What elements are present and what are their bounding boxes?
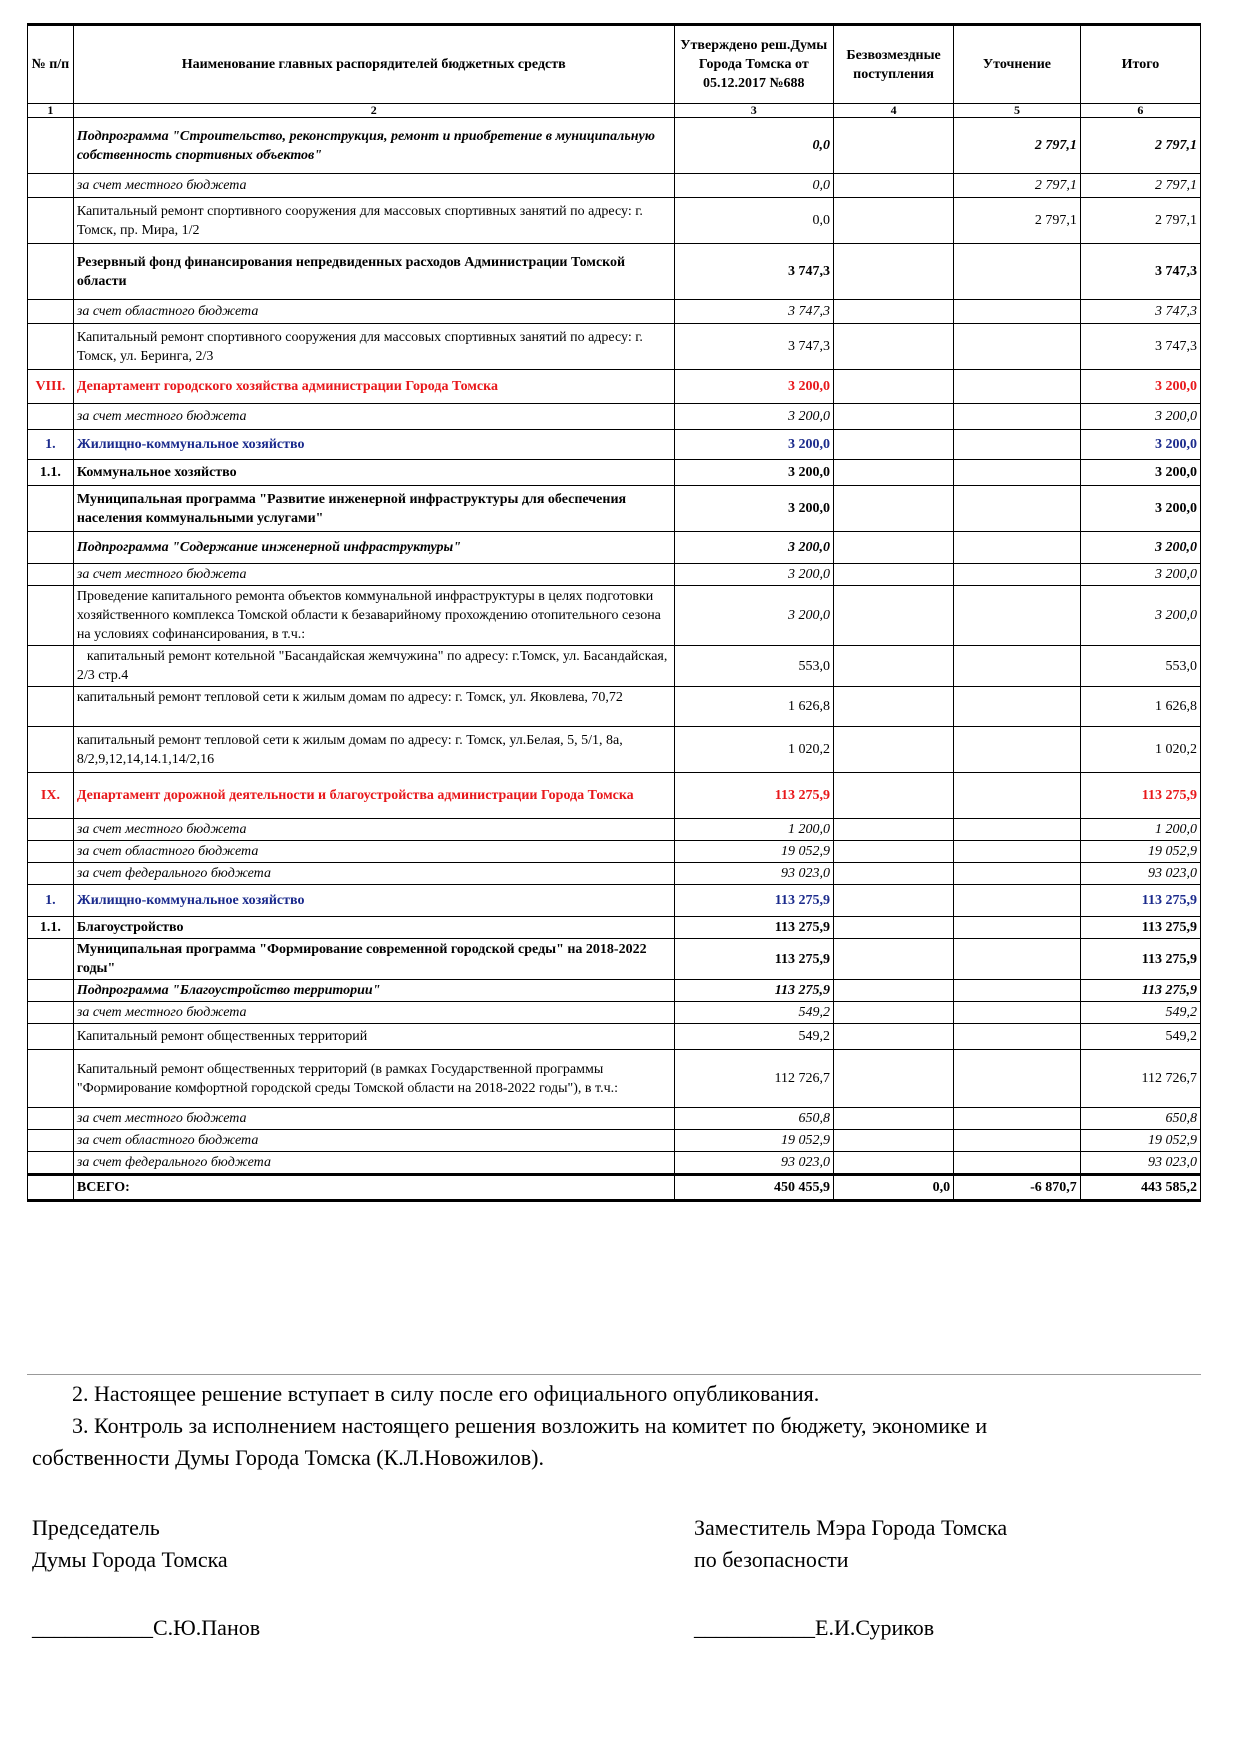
row-approved: 93 023,0 <box>674 863 833 885</box>
row-total: 3 200,0 <box>1080 564 1200 586</box>
row-approved: 3 200,0 <box>674 486 833 532</box>
row-gratuitous <box>834 198 954 244</box>
row-clarification <box>954 1108 1081 1130</box>
row-clarification <box>954 1002 1081 1024</box>
row-num: 1. <box>28 885 74 917</box>
table-row <box>28 939 1201 980</box>
row-approved: 3 747,3 <box>674 300 833 324</box>
row-total: 113 275,9 <box>1080 980 1200 1002</box>
header-clarification: Уточнение <box>954 25 1081 104</box>
paragraph-2: 2. Настоящее решение вступает в силу после его официального опубликования. <box>72 1381 820 1406</box>
row-approved: 113 275,9 <box>674 939 833 980</box>
row-name: за счет местного бюджета <box>73 174 674 198</box>
totals-label: ВСЕГО: <box>73 1175 674 1201</box>
row-gratuitous <box>834 324 954 370</box>
row-clarification <box>954 324 1081 370</box>
row-gratuitous <box>834 370 954 404</box>
row-gratuitous <box>834 1152 954 1175</box>
row-name: Жилищно-коммунальное хозяйство <box>73 885 674 917</box>
row-name: за счет местного бюджета <box>73 1108 674 1130</box>
row-num <box>28 300 74 324</box>
row-total: 19 052,9 <box>1080 841 1200 863</box>
row-num <box>28 1024 74 1050</box>
row-approved: 3 200,0 <box>674 460 833 486</box>
table-row <box>28 1002 1201 1024</box>
row-num <box>28 1130 74 1152</box>
row-name: Муниципальная программа "Развитие инженерной инфраструктуры для обеспечения населения коммунальными услугами" <box>73 486 674 532</box>
row-gratuitous <box>834 980 954 1002</box>
row-name: капитальный ремонт тепловой сети к жилым домам по адресу: г. Томск, ул.Белая, 5, 5/1, 8а, 8/2,9,12,14,14.1,14/2,16 <box>73 727 674 773</box>
header-total: Итого <box>1080 25 1200 104</box>
row-total: 3 200,0 <box>1080 486 1200 532</box>
table-row <box>28 586 1201 646</box>
row-total: 549,2 <box>1080 1024 1200 1050</box>
row-num: IX. <box>28 773 74 819</box>
totals-approved: 450 455,9 <box>674 1175 833 1201</box>
row-approved: 3 747,3 <box>674 324 833 370</box>
row-name: капитальный ремонт котельной "Басандайская жемчужина" по адресу: г.Томск, ул. Басандайская, 2/3 стр.4 <box>73 646 674 687</box>
row-total: 113 275,9 <box>1080 939 1200 980</box>
row-name: за счет местного бюджета <box>73 564 674 586</box>
row-num <box>28 687 74 727</box>
row-num: 1.1. <box>28 917 74 939</box>
row-approved: 1 200,0 <box>674 819 833 841</box>
row-gratuitous <box>834 586 954 646</box>
row-total: 3 747,3 <box>1080 300 1200 324</box>
paragraph-3-line1: 3. Контроль за исполнением настоящего решения возложить на комитет по бюджету, экономике и <box>72 1413 988 1438</box>
row-gratuitous <box>834 244 954 300</box>
row-name: Капитальный ремонт спортивного сооружения для массовых спортивных занятий по адресу: г. Томск, пр. Мира, 1/2 <box>73 198 674 244</box>
table-row <box>28 819 1201 841</box>
row-clarification <box>954 885 1081 917</box>
row-num <box>28 980 74 1002</box>
row-num <box>28 174 74 198</box>
table-row <box>28 532 1201 564</box>
row-total: 3 747,3 <box>1080 244 1200 300</box>
row-num <box>28 1050 74 1108</box>
row-clarification <box>954 1152 1081 1175</box>
row-approved: 3 200,0 <box>674 404 833 430</box>
table-row <box>28 118 1201 174</box>
table-row <box>28 1152 1201 1175</box>
totals-num <box>28 1175 74 1201</box>
row-num <box>28 324 74 370</box>
separator-line <box>27 1374 1201 1375</box>
row-num: 1.1. <box>28 460 74 486</box>
row-gratuitous <box>834 532 954 564</box>
row-total: 112 726,7 <box>1080 1050 1200 1108</box>
row-name: Капитальный ремонт общественных территорий (в рамках Государственной программы "Формирование комфортной городской среды Томской области на 2018-2022 годы"), в т.ч.: <box>73 1050 674 1108</box>
table-row <box>28 727 1201 773</box>
row-total: 549,2 <box>1080 1002 1200 1024</box>
totals-row <box>28 1175 1201 1201</box>
row-approved: 1 626,8 <box>674 687 833 727</box>
row-name: Департамент городского хозяйства администрации Города Томска <box>73 370 674 404</box>
row-num <box>28 564 74 586</box>
column-number: 2 <box>73 104 674 118</box>
row-name: Резервный фонд финансирования непредвиденных расходов Администрации Томской области <box>73 244 674 300</box>
table-row <box>28 244 1201 300</box>
row-gratuitous <box>834 939 954 980</box>
row-approved: 93 023,0 <box>674 1152 833 1175</box>
row-gratuitous <box>834 819 954 841</box>
row-num <box>28 1108 74 1130</box>
row-approved: 3 747,3 <box>674 244 833 300</box>
row-gratuitous <box>834 430 954 460</box>
row-gratuitous <box>834 1050 954 1108</box>
row-gratuitous <box>834 1130 954 1152</box>
row-gratuitous <box>834 687 954 727</box>
row-approved: 3 200,0 <box>674 370 833 404</box>
row-gratuitous <box>834 863 954 885</box>
signature-right-title2: по безопасности <box>694 1547 849 1572</box>
table-row <box>28 1024 1201 1050</box>
row-clarification <box>954 863 1081 885</box>
header-name: Наименование главных распорядителей бюджетных средств <box>73 25 674 104</box>
row-approved: 3 200,0 <box>674 564 833 586</box>
row-total: 650,8 <box>1080 1108 1200 1130</box>
row-name: за счет областного бюджета <box>73 1130 674 1152</box>
row-total: 2 797,1 <box>1080 198 1200 244</box>
row-approved: 1 020,2 <box>674 727 833 773</box>
row-approved: 113 275,9 <box>674 773 833 819</box>
row-gratuitous <box>834 118 954 174</box>
row-clarification <box>954 980 1081 1002</box>
row-approved: 112 726,7 <box>674 1050 833 1108</box>
row-total: 113 275,9 <box>1080 773 1200 819</box>
row-name: за счет местного бюджета <box>73 819 674 841</box>
row-total: 1 020,2 <box>1080 727 1200 773</box>
budget-table <box>27 23 1201 1202</box>
row-clarification <box>954 727 1081 773</box>
row-clarification <box>954 586 1081 646</box>
row-total: 3 200,0 <box>1080 430 1200 460</box>
row-num <box>28 863 74 885</box>
row-approved: 3 200,0 <box>674 532 833 564</box>
table-header-row <box>28 25 1201 104</box>
row-clarification <box>954 939 1081 980</box>
row-clarification <box>954 370 1081 404</box>
row-clarification <box>954 486 1081 532</box>
row-clarification <box>954 819 1081 841</box>
table-row <box>28 1108 1201 1130</box>
row-clarification <box>954 646 1081 687</box>
row-gratuitous <box>834 646 954 687</box>
table-row <box>28 370 1201 404</box>
column-number: 3 <box>674 104 833 118</box>
row-total: 3 747,3 <box>1080 324 1200 370</box>
row-name: Капитальный ремонт спортивного сооружения для массовых спортивных занятий по адресу: г. Томск, ул. Беринга, 2/3 <box>73 324 674 370</box>
row-gratuitous <box>834 885 954 917</box>
signature-left-title2: Думы Города Томска <box>32 1547 228 1572</box>
table-row <box>28 1130 1201 1152</box>
column-number: 5 <box>954 104 1081 118</box>
row-gratuitous <box>834 460 954 486</box>
row-name: Подпрограмма "Строительство, реконструкция, ремонт и приобретение в муниципальную собственность спортивных объектов" <box>73 118 674 174</box>
row-total: 3 200,0 <box>1080 370 1200 404</box>
row-approved: 19 052,9 <box>674 1130 833 1152</box>
row-clarification: 2 797,1 <box>954 118 1081 174</box>
row-clarification <box>954 687 1081 727</box>
row-clarification <box>954 404 1081 430</box>
table-row <box>28 430 1201 460</box>
row-approved: 0,0 <box>674 198 833 244</box>
table-row <box>28 646 1201 687</box>
table-row <box>28 1050 1201 1108</box>
row-gratuitous <box>834 486 954 532</box>
row-gratuitous <box>834 1108 954 1130</box>
row-name: за счет областного бюджета <box>73 841 674 863</box>
row-total: 3 200,0 <box>1080 586 1200 646</box>
row-total: 113 275,9 <box>1080 917 1200 939</box>
row-name: Жилищно-коммунальное хозяйство <box>73 430 674 460</box>
row-approved: 0,0 <box>674 174 833 198</box>
header-num: № п/п <box>28 25 74 104</box>
row-name: за счет областного бюджета <box>73 300 674 324</box>
row-approved: 113 275,9 <box>674 980 833 1002</box>
row-num <box>28 532 74 564</box>
paragraph-3-line2: собственности Думы Города Томска (К.Л.Новожилов). <box>32 1445 544 1470</box>
row-num <box>28 244 74 300</box>
table-row <box>28 486 1201 532</box>
table-row <box>28 863 1201 885</box>
row-gratuitous <box>834 773 954 819</box>
row-clarification <box>954 244 1081 300</box>
row-num <box>28 841 74 863</box>
row-num <box>28 1152 74 1175</box>
row-approved: 650,8 <box>674 1108 833 1130</box>
header-approved: Утверждено реш.Думы Города Томска от 05.12.2017 №688 <box>674 25 833 104</box>
row-gratuitous <box>834 404 954 430</box>
row-name: Коммунальное хозяйство <box>73 460 674 486</box>
row-name: за счет местного бюджета <box>73 1002 674 1024</box>
row-name: Подпрограмма "Содержание инженерной инфраструктуры" <box>73 532 674 564</box>
table-body <box>28 118 1201 1175</box>
row-total: 553,0 <box>1080 646 1200 687</box>
totals-gratuitous: 0,0 <box>834 1175 954 1201</box>
row-approved: 113 275,9 <box>674 885 833 917</box>
row-name: Капитальный ремонт общественных территорий <box>73 1024 674 1050</box>
row-num <box>28 404 74 430</box>
row-approved: 0,0 <box>674 118 833 174</box>
row-approved: 549,2 <box>674 1024 833 1050</box>
table-row <box>28 885 1201 917</box>
table-row <box>28 773 1201 819</box>
row-name: капитальный ремонт тепловой сети к жилым домам по адресу: г. Томск, ул. Яковлева, 70,72 <box>73 687 674 727</box>
row-total: 3 200,0 <box>1080 460 1200 486</box>
row-name: Подпрограмма "Благоустройство территории" <box>73 980 674 1002</box>
row-num: 1. <box>28 430 74 460</box>
row-gratuitous <box>834 727 954 773</box>
row-clarification <box>954 841 1081 863</box>
row-gratuitous <box>834 564 954 586</box>
row-approved: 113 275,9 <box>674 917 833 939</box>
row-name: за счет федерального бюджета <box>73 1152 674 1175</box>
row-num <box>28 118 74 174</box>
signature-right-title1: Заместитель Мэра Города Томска <box>694 1515 1008 1540</box>
table-row <box>28 174 1201 198</box>
row-num <box>28 1002 74 1024</box>
row-name: за счет местного бюджета <box>73 404 674 430</box>
row-clarification <box>954 430 1081 460</box>
row-total: 3 200,0 <box>1080 532 1200 564</box>
row-clarification <box>954 564 1081 586</box>
row-gratuitous <box>834 1002 954 1024</box>
row-total: 19 052,9 <box>1080 1130 1200 1152</box>
column-number: 4 <box>834 104 954 118</box>
totals-clarification: -6 870,7 <box>954 1175 1081 1201</box>
row-clarification <box>954 532 1081 564</box>
row-gratuitous <box>834 300 954 324</box>
table-row <box>28 980 1201 1002</box>
row-total: 93 023,0 <box>1080 1152 1200 1175</box>
row-gratuitous <box>834 841 954 863</box>
row-clarification <box>954 460 1081 486</box>
row-name: Проведение капитального ремонта объектов коммунальной инфраструктуры в целях подготовки хозяйственного комплекса Томской области к безаварийному прохождению отопительного сезона на условиях софинансирования, в т.ч.: <box>73 586 674 646</box>
table-row <box>28 841 1201 863</box>
row-clarification <box>954 773 1081 819</box>
table-row <box>28 564 1201 586</box>
row-gratuitous <box>834 917 954 939</box>
table-row <box>28 917 1201 939</box>
row-total: 2 797,1 <box>1080 174 1200 198</box>
row-approved: 549,2 <box>674 1002 833 1024</box>
row-clarification: 2 797,1 <box>954 174 1081 198</box>
row-num <box>28 486 74 532</box>
row-num: VIII. <box>28 370 74 404</box>
header-gratuitous: Безвозмездные поступления <box>834 25 954 104</box>
row-name: Департамент дорожной деятельности и благоустройства администрации Города Томска <box>73 773 674 819</box>
row-gratuitous <box>834 1024 954 1050</box>
row-total: 2 797,1 <box>1080 118 1200 174</box>
row-name: Благоустройство <box>73 917 674 939</box>
row-total: 93 023,0 <box>1080 863 1200 885</box>
signature-left-name: ___________С.Ю.Панов <box>32 1615 261 1640</box>
row-approved: 3 200,0 <box>674 586 833 646</box>
row-total: 3 200,0 <box>1080 404 1200 430</box>
row-approved: 3 200,0 <box>674 430 833 460</box>
column-number: 6 <box>1080 104 1200 118</box>
row-total: 1 200,0 <box>1080 819 1200 841</box>
table-row <box>28 404 1201 430</box>
column-number-row <box>28 104 1201 118</box>
row-clarification <box>954 1130 1081 1152</box>
row-clarification <box>954 1050 1081 1108</box>
row-gratuitous <box>834 174 954 198</box>
row-name: за счет федерального бюджета <box>73 863 674 885</box>
row-num <box>28 646 74 687</box>
row-num <box>28 727 74 773</box>
row-total: 1 626,8 <box>1080 687 1200 727</box>
row-num <box>28 819 74 841</box>
table-row <box>28 460 1201 486</box>
row-total: 113 275,9 <box>1080 885 1200 917</box>
table-row <box>28 687 1201 727</box>
row-clarification <box>954 300 1081 324</box>
column-number: 1 <box>28 104 74 118</box>
table-row <box>28 300 1201 324</box>
row-num <box>28 939 74 980</box>
row-num <box>28 586 74 646</box>
row-approved: 553,0 <box>674 646 833 687</box>
signature-right-name: ___________Е.И.Суриков <box>694 1615 935 1640</box>
row-approved: 19 052,9 <box>674 841 833 863</box>
row-clarification <box>954 917 1081 939</box>
signature-left-title1: Председатель <box>32 1515 160 1540</box>
row-clarification: 2 797,1 <box>954 198 1081 244</box>
table-row <box>28 198 1201 244</box>
row-name: Муниципальная программа "Формирование современной городской среды" на 2018-2022 годы" <box>73 939 674 980</box>
row-num <box>28 198 74 244</box>
row-clarification <box>954 1024 1081 1050</box>
totals-total: 443 585,2 <box>1080 1175 1200 1201</box>
table-row <box>28 324 1201 370</box>
